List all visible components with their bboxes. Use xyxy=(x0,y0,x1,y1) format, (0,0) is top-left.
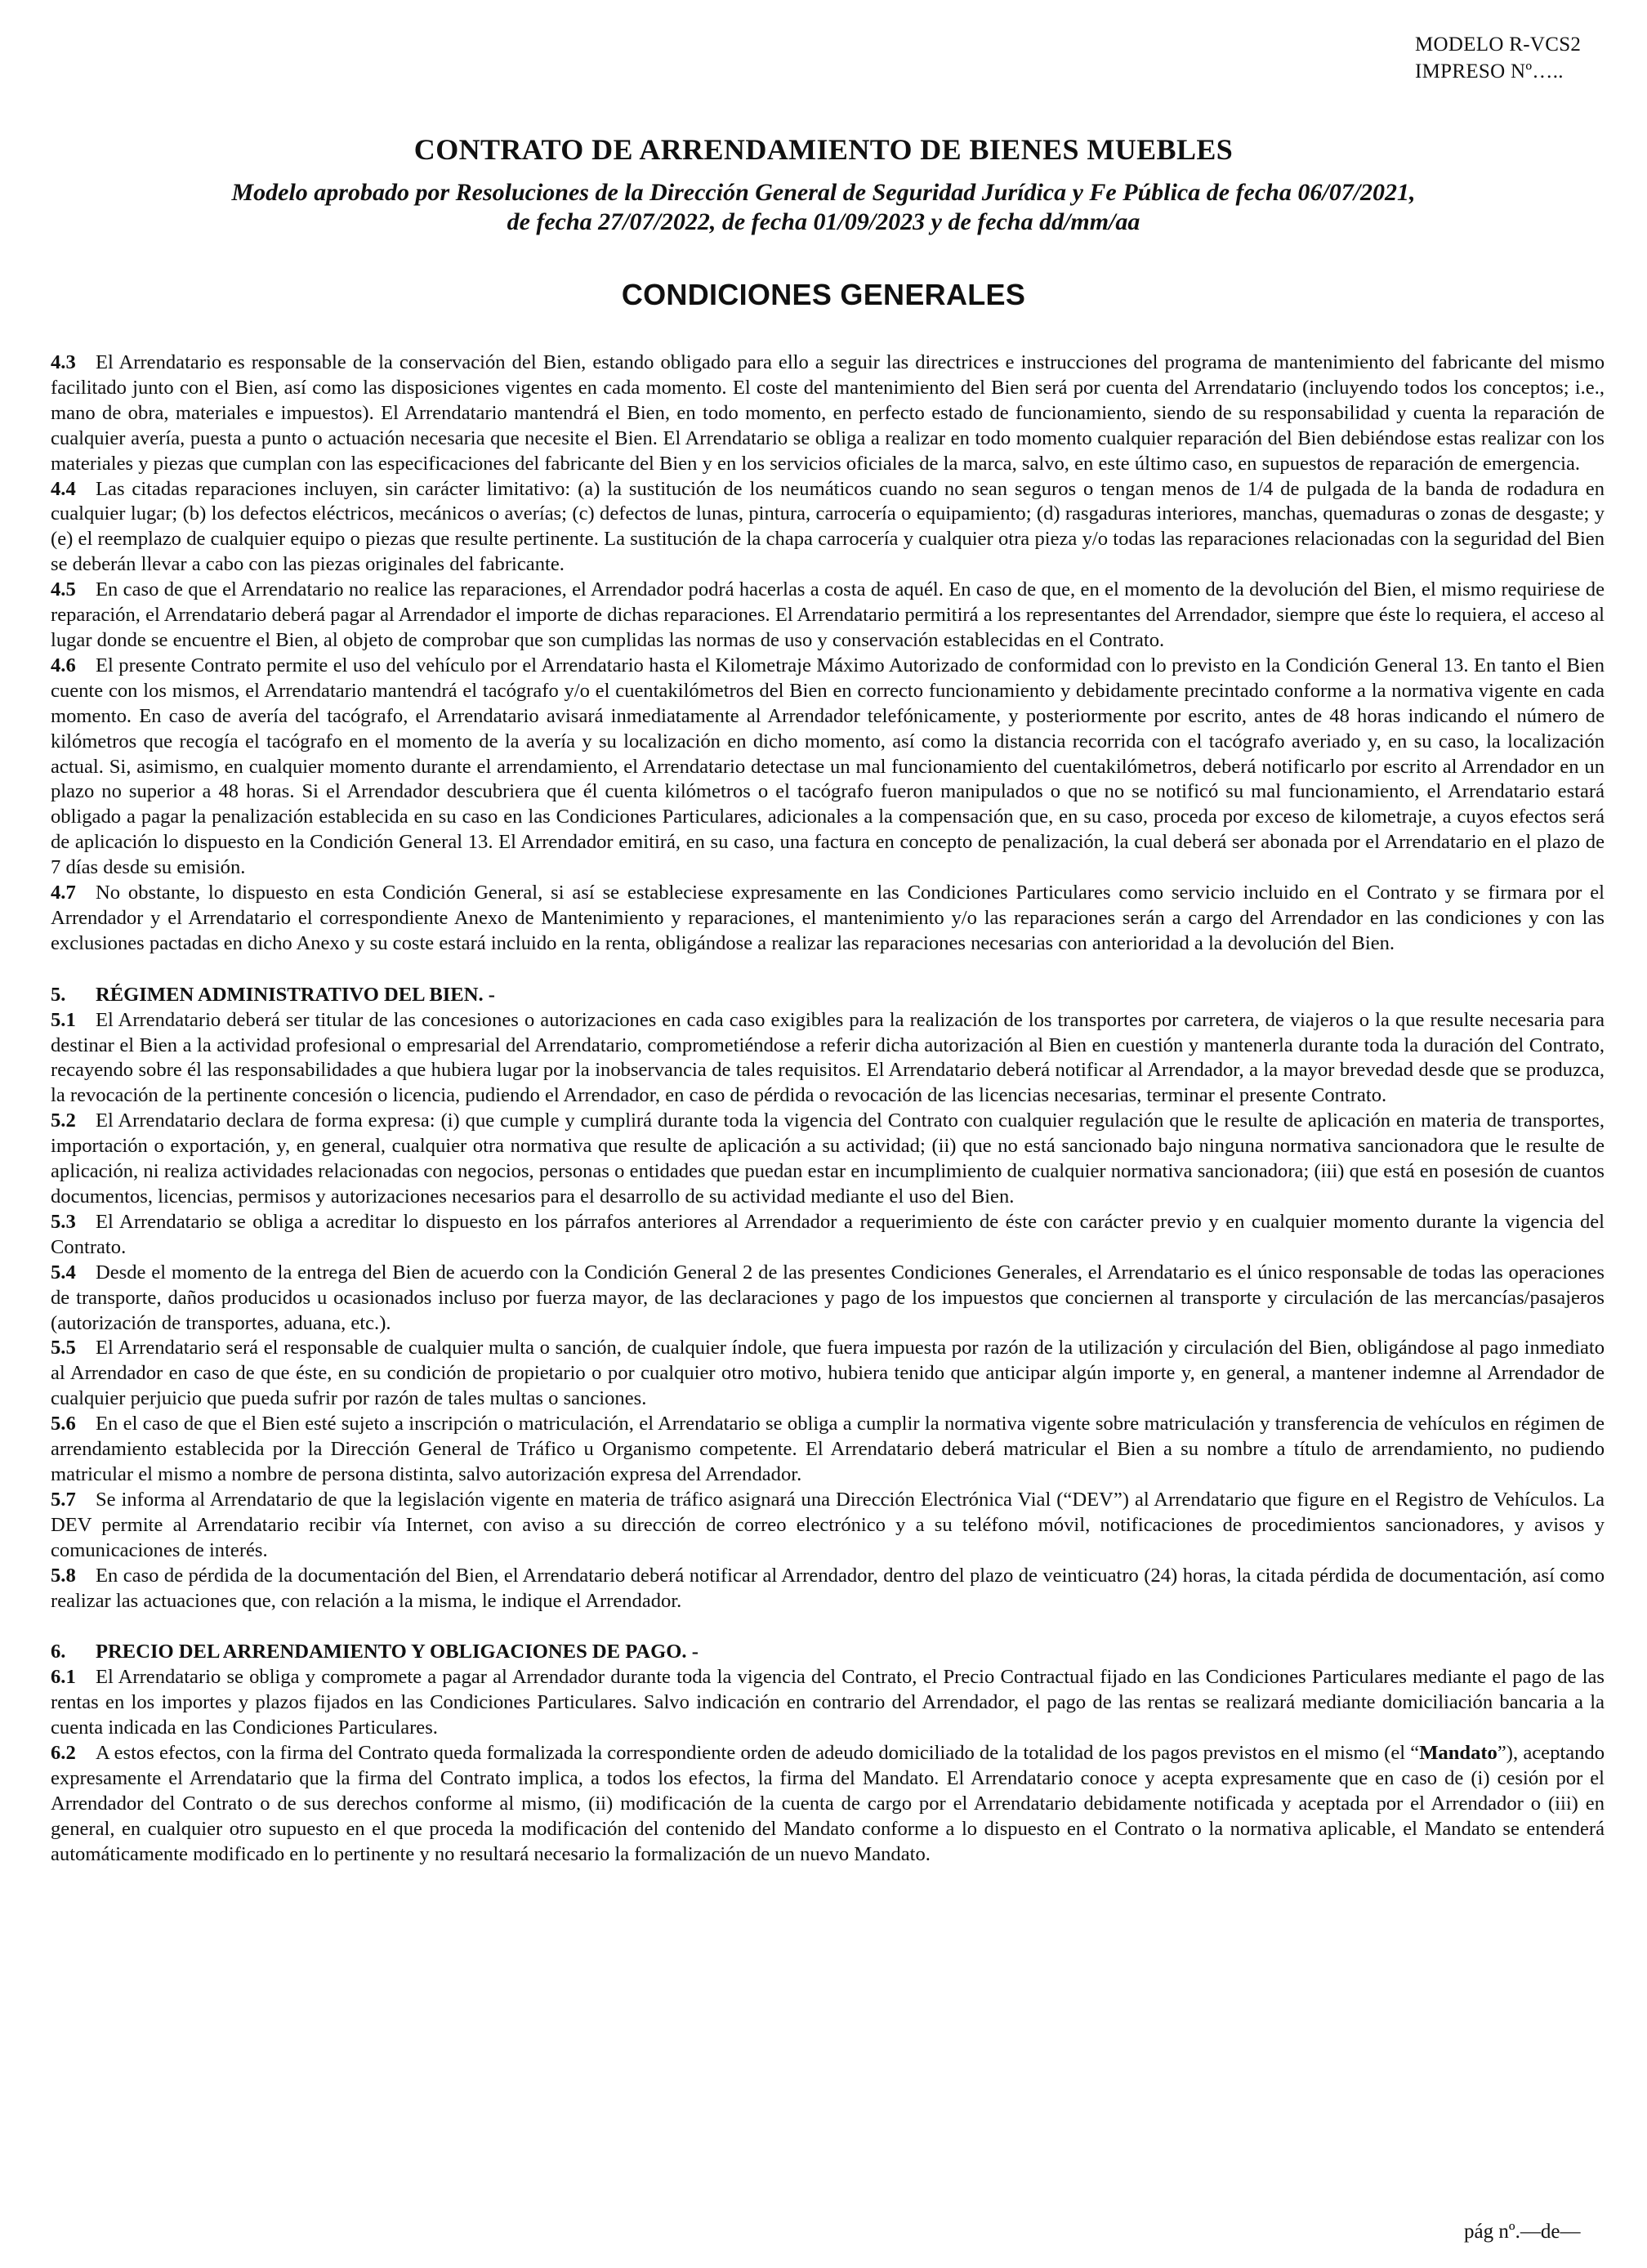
model-reference xyxy=(1415,31,1581,85)
clause-number: 4.6 xyxy=(51,654,76,676)
clause-5-1 xyxy=(51,1008,1605,1109)
clause-6-2 xyxy=(51,1741,1605,1868)
clause-number: 5.5 xyxy=(51,1337,76,1359)
clause-4-7 xyxy=(51,881,1605,957)
clause-text: El Arrendatario es responsable de la conservación del Bien, estando obligado para ello a seguir las directrices e instrucciones del programa de mantenimiento del fabricante del mismo facilitado junto con el Bien, así como las disposiciones vigentes en cada momento. El coste del mantenimiento del Bien será por cuenta del Arrendatario (incluyendo todos los conceptos; i.e., mano de obra, materiales e impuestos). El Arrendatario mantendrá el Bien, en todo momento, en perfecto estado de funcionamiento, siendo de su responsabilidad y cuenta la reparación de cualquier avería, puesta a punto o actuación necesaria que necesite el Bien. El Arrendatario se obliga a realizar en todo momento cualquier reparación del Bien debiéndose estas realizar con los materiales y piezas que cumplan con las especificaciones del fabricante del Bien y en los servicios oficiales de la marca, salvo, en este último caso, en supuestos de reparación de emergencia. xyxy=(51,351,1605,475)
clause-text: En el caso de que el Bien esté sujeto a inscripción o matriculación, el Arrendatario se obliga a cumplir la normativa vigente sobre matriculación y transferencia de vehículos en régimen de arrendamiento establecida por la Dirección General de Tráfico u Organismo competente. El Arrendatario deberá matricular el Bien a su nombre a título de arrendamiento, no pudiendo matricular el mismo a nombre de persona distinta, salvo autorización expresa del Arrendador. xyxy=(51,1413,1605,1485)
section-title: CONDICIONES GENERALES xyxy=(621,278,1026,311)
clause-5-5 xyxy=(51,1336,1605,1412)
clause-number: 4.4 xyxy=(51,477,76,500)
clause-5-4 xyxy=(51,1261,1605,1337)
clause-5-6 xyxy=(51,1412,1605,1488)
document-body xyxy=(51,350,1605,1868)
chapter-number: 6. xyxy=(51,1641,66,1663)
clause-4-3 xyxy=(51,350,1605,477)
clause-number: 5.3 xyxy=(51,1210,76,1233)
clause-text: Desde el momento de la entrega del Bien de acuerdo con la Condición General 2 de las presentes Condiciones Generales, el Arrendatario es el único responsable de todas las operaciones de transporte, daños producidos u ocasionados incluso por fuerza mayor, de las declaraciones y pago de los impuestos que conciernen al transporte y circulación de las mercancías/pasajeros (autorización de transportes, aduana, etc.). xyxy=(51,1261,1605,1334)
clause-text: El Arrendatario será el responsable de cualquier multa o sanción, de cualquier índole, que fuera impuesta por razón de la utilización y circulación del Bien, obligándose al pago inmediato al Arrendador en caso de que éste, en su condición de propietario o por cualquier otro motivo, hubiera tenido que anticipar algún importe y, en general, a mantener indemne al Arrendador de cualquier perjuicio que pueda sufrir por razón de tales multas o sanciones. xyxy=(51,1337,1605,1410)
chapter-title: PRECIO DEL ARRENDAMIENTO Y OBLIGACIONES DE PAGO. - xyxy=(96,1641,699,1663)
document-title: CONTRATO DE ARRENDAMIENTO DE BIENES MUEBLES xyxy=(413,133,1234,166)
clause-text: El Arrendatario se obliga a acreditar lo dispuesto en los párrafos anteriores al Arrendador a requerimiento de éste con carácter previo y en cualquier momento durante la vigencia del Contrato. xyxy=(51,1210,1605,1258)
clause-number: 5.7 xyxy=(51,1488,76,1511)
clause-number: 5.2 xyxy=(51,1109,76,1132)
clause-number: 5.6 xyxy=(51,1413,76,1435)
clause-number: 4.7 xyxy=(51,882,76,904)
clause-text: Las citadas reparaciones incluyen, sin carácter limitativo: (a) la sustitución de los neumáticos cuando no sean seguros o tengan menos de 1/4 de pulgada de la banda de rodadura en cualquier lugar; (b) los defectos eléctricos, mecánicos o averías; (c) defectos de lunas, pintura, carrocería o equipamiento; (d) rasgaduras interiores, manchas, quemaduras o zonas de desgaste; y (e) el reemplazo de cualquier equipo o piezas que resulte pertinente. La sustitución de la chapa carrocería y cualquier otra pieza y/o todas las reparaciones relacionadas con la seguridad del Bien se deberán llevar a cabo con las piezas originales del fabricante. xyxy=(51,477,1605,576)
clause-6-1 xyxy=(51,1665,1605,1741)
clause-number: 6.1 xyxy=(51,1666,76,1689)
subtitle-line-1: Modelo aprobado por Resoluciones de la Dirección General de Seguridad Jurídica y Fe Pública de fecha 06/07/2021, xyxy=(231,179,1416,206)
clause-4-6 xyxy=(51,654,1605,881)
clause-text: El Arrendatario se obliga y compromete a pagar al Arrendador durante toda la vigencia del Contrato, el Precio Contractual fijado en las Condiciones Particulares mediante el pago de las rentas en los importes y plazos fijados en las Condiciones Particulares. Salvo indicación en contrario del Arrendador, el pago de las rentas se realizará mediante domiciliación bancaria a la cuenta indicada en las Condiciones Particulares. xyxy=(51,1666,1605,1739)
subtitle-line-2: de fecha 27/07/2022, de fecha 01/09/2023 y de fecha dd/mm/aa xyxy=(507,208,1140,235)
clause-text: No obstante, lo dispuesto en esta Condición General, si así se estableciese expresamente en las Condiciones Particulares como servicio incluido en el Contrato y se firmara por el Arrendador y el Arrendatario el correspondiente Anexo de Mantenimiento y reparaciones, el mantenimiento y/o las reparaciones serán a cargo del Arrendador en las condiciones y con las exclusiones pactadas en dicho Anexo y su coste estará incluido en la renta, obligándose a realizar las reparaciones necesarias con anterioridad a la devolución del Bien. xyxy=(51,882,1605,954)
clause-text: En caso de que el Arrendatario no realice las reparaciones, el Arrendador podrá hacerlas a costa de aquél. En caso de que, en el momento de la devolución del Bien, el mismo requiriese de reparación, el Arrendatario deberá pagar al Arrendador el importe de dichas reparaciones. El Arrendatario permitirá a los representantes del Arrendador, siempre que éste lo requiera, el acceso al lugar donde se encuentre el Bien, al objeto de comprobar que son cumplidas las normas de uso y conservación establecidas en el Contrato. xyxy=(51,578,1605,651)
document-subtitle xyxy=(123,178,1524,237)
clause-text: Se informa al Arrendatario de que la legislación vigente en materia de tráfico asignará una Dirección Electrónica Vial (“DEV”) al Arrendatario que figure en el Registro de Vehículos. La DEV permite al Arrendatario recibir vía Internet, con aviso a su dirección de correo electrónico y a su teléfono móvil, notificaciones de procedimientos sancionadores, y avisos y comunicaciones de interés. xyxy=(51,1488,1605,1561)
clause-number: 6.2 xyxy=(51,1742,76,1765)
chapter-5-heading xyxy=(51,983,1605,1008)
clause-5-8 xyxy=(51,1564,1605,1614)
page-number: pág nº.—de— xyxy=(1464,2221,1581,2243)
clause-text: El Arrendatario declara de forma expresa: (i) que cumple y cumplirá durante toda la vigencia del Contrato con cualquier regulación que le resulte de aplicación en materia de transportes, importación o exportación, y, en general, cualquier otra normativa que resulte de aplicación a su actividad; (ii) que no está sancionado bajo ninguna normativa sancionadora que le resulte de aplicación, ni realiza actividades relacionadas con negocios, personas o entidades que puedan estar en incumplimiento de cualquier normativa sancionadora; (iii) que está en posesión de cuantos documentos, licencias, permisos y autorizaciones necesarios para el desarrollo de su actividad mediante el uso del Bien. xyxy=(51,1109,1605,1208)
chapter-6-heading xyxy=(51,1640,1605,1665)
clause-text: El presente Contrato permite el uso del vehículo por el Arrendatario hasta el Kilometraje Máximo Autorizado de conformidad con lo previsto en la Condición General 13. En tanto el Bien cuente con los mismos, el Arrendatario mantendrá el tacógrafo y/o el cuentakilómetros del Bien en correcto funcionamiento y debidamente precintado conforme a la normativa vigente en cada momento. En caso de avería del tacógrafo, el Arrendatario avisará inmediatamente al Arrendador telefónicamente, y posteriormente por escrito, antes de 48 horas indicando el número de kilómetros que recogía el tacógrafo en el momento de la avería y su localización en dicho momento, así como la distancia recorrida con el tacógrafo averiado y, en su caso, la localización actual. Si, asimismo, en cualquier momento durante el arrendamiento, el Arrendatario detectase un mal funcionamiento del cuentakilómetros, deberá notificarlo por escrito al Arrendador en un plazo no superior a 48 horas. Si el Arrendador descubriera que él cuenta kilómetros o el tacógrafo fueron manipulados o que no se notificó su mal funcionamiento, el Arrendatario estará obligado a pagar la penalización establecida en su caso en las Condiciones Particulares, adicionales a la compensación que, en su caso, proceda por exceso de kilometraje, a cuyos efectos será de aplicación lo dispuesto en la Condición General 13. El Arrendador emitirá, en su caso, una factura en concepto de penalización, la cual deberá ser abonada por el Arrendatario en el plazo de 7 días desde su emisión. xyxy=(51,654,1605,879)
clause-number: 5.8 xyxy=(51,1564,76,1587)
clause-text: En caso de pérdida de la documentación del Bien, el Arrendatario deberá notificar al Arrendador, dentro del plazo de veinticuatro (24) horas, la citada pérdida de documentación, así como realizar las actuaciones que, con relación a la misma, le indique el Arrendador. xyxy=(51,1564,1605,1612)
impreso-number: IMPRESO Nº….. xyxy=(1415,60,1564,83)
clause-text-part-2: ”), aceptando expresamente el Arrendatario que la firma del Contrato implica, a todos los efectos, la firma del Mandato. El Arrendatario conoce y acepta expresamente que en caso de (i) cesión por el Arrendador del Contrato o de sus derechos conforme al mismo, (ii) modificación de la cuenta de cargo por el Arrendatario debidamente notificada y aceptada por el Arrendador o (iii) en general, en cualquier otro supuesto en el que proceda la modificación del contenido del Mandato conforme a lo dispuesto en el Contrato o la normativa aplicable, el Mandato se entenderá automáticamente modificado en lo pertinente y no resultará necesario la formalización de un nuevo Mandato. xyxy=(51,1742,1605,1865)
clause-4-4 xyxy=(51,477,1605,578)
model-code: MODELO R-VCS2 xyxy=(1415,33,1582,56)
clause-number: 4.5 xyxy=(51,578,76,601)
clause-text-part-1: A estos efectos, con la firma del Contrato queda formalizada la correspondiente orden de adeudo domiciliado de la totalidad de los pagos previstos en el mismo (el “ xyxy=(96,1742,1420,1765)
clause-number: 5.1 xyxy=(51,1008,76,1031)
chapter-number: 5. xyxy=(51,983,66,1006)
clause-text: El Arrendatario deberá ser titular de las concesiones o autorizaciones en cada caso exigibles para la realización de los transportes por carretera, de viajeros o la que resulte necesaria para destinar el Bien a la actividad profesional o empresarial del Arrendatario, comprometiéndose a referir dicha autorización al Bien en cuestión y mantenerla durante toda la duración del Contrato, recayendo sobre él las responsabilidades a que hubiera lugar por la inobservancia de tales requisitos. El Arrendatario deberá notificar al Arrendador, a la mayor brevedad desde que se produzca, la revocación de la pertinente concesión o licencia, pudiendo el Arrendador, en caso de pérdida o revocación de las licencias necesarias, terminar el presente Contrato. xyxy=(51,1008,1605,1107)
clause-number: 5.4 xyxy=(51,1261,76,1284)
mandato-term: Mandato xyxy=(1419,1742,1497,1765)
clause-5-7 xyxy=(51,1488,1605,1564)
clause-5-2 xyxy=(51,1109,1605,1210)
clause-5-3 xyxy=(51,1210,1605,1261)
clause-number: 4.3 xyxy=(51,351,76,373)
clause-4-5 xyxy=(51,578,1605,654)
chapter-title: RÉGIMEN ADMINISTRATIVO DEL BIEN. - xyxy=(96,983,495,1006)
